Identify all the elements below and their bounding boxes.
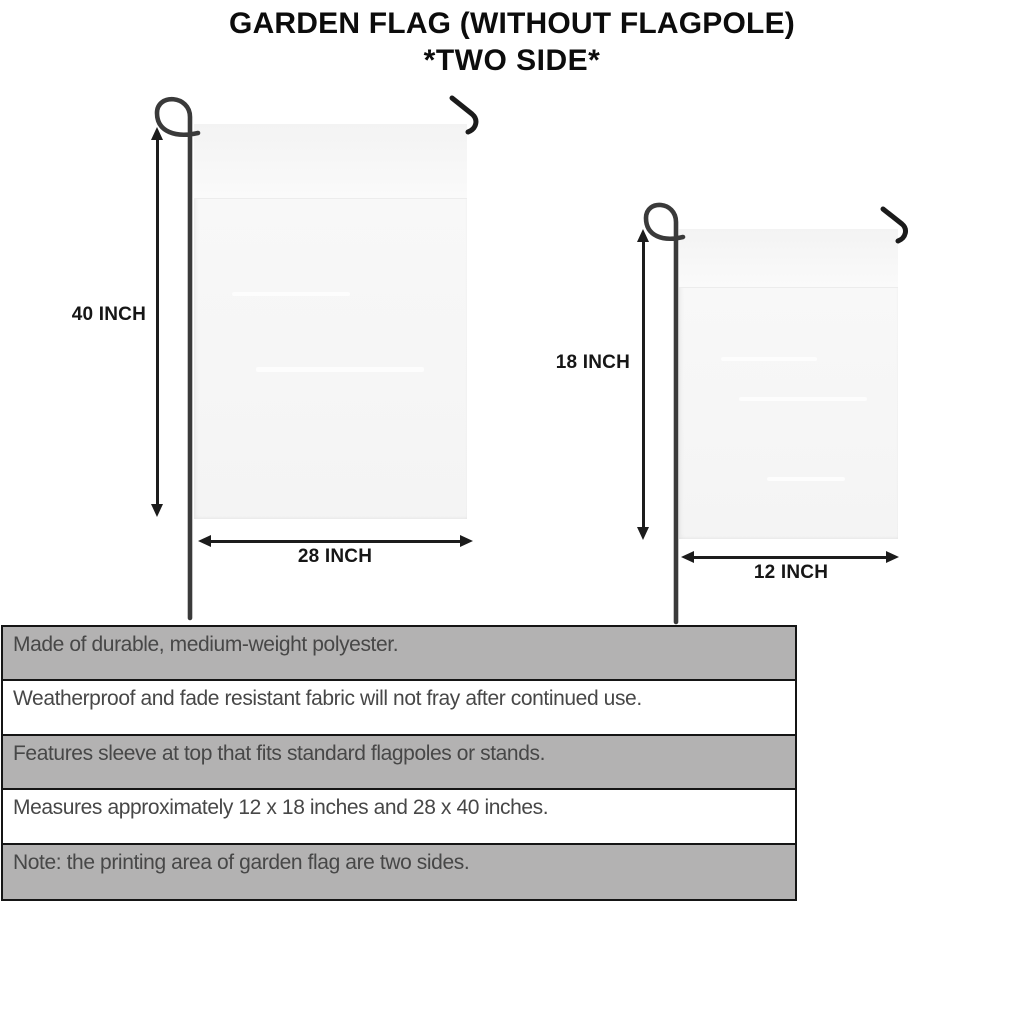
feature-row: Made of durable, medium-weight polyester.	[3, 627, 795, 681]
large-flag-width-label: 28 INCH	[297, 546, 373, 567]
arrow-shaft	[692, 556, 888, 559]
feature-row: Measures approximately 12 x 18 inches and 28 x 40 inches.	[3, 790, 795, 844]
feature-row: Note: the printing area of garden flag are two sides.	[3, 845, 795, 899]
small-flag-height-arrow	[637, 229, 649, 540]
small-flag-height-label: 18 INCH	[555, 352, 630, 373]
arrow-shaft	[642, 240, 645, 529]
features-table	[1, 625, 797, 901]
large-pole-hook-icon	[452, 98, 476, 132]
small-pole-and-loop-icon	[646, 205, 683, 622]
page-title-line1: GARDEN FLAG (WITHOUT FLAGPOLE)	[229, 7, 795, 40]
arrow-shaft	[156, 138, 159, 506]
feature-row: Features sleeve at top that fits standard flagpoles or stands.	[3, 736, 795, 790]
page-title	[0, 5, 1024, 79]
large-flag-height-label: 40 INCH	[71, 304, 146, 325]
large-flag-height-arrow	[151, 127, 163, 517]
small-flag-width-label: 12 INCH	[753, 562, 829, 583]
small-pole-hook-icon	[883, 209, 905, 241]
page-title-line2: *TWO SIDE*	[423, 44, 601, 77]
arrow-shaft	[209, 540, 462, 543]
feature-row: Weatherproof and fade resistant fabric will not fray after continued use.	[3, 681, 795, 735]
large-pole-and-loop-icon	[157, 99, 198, 618]
